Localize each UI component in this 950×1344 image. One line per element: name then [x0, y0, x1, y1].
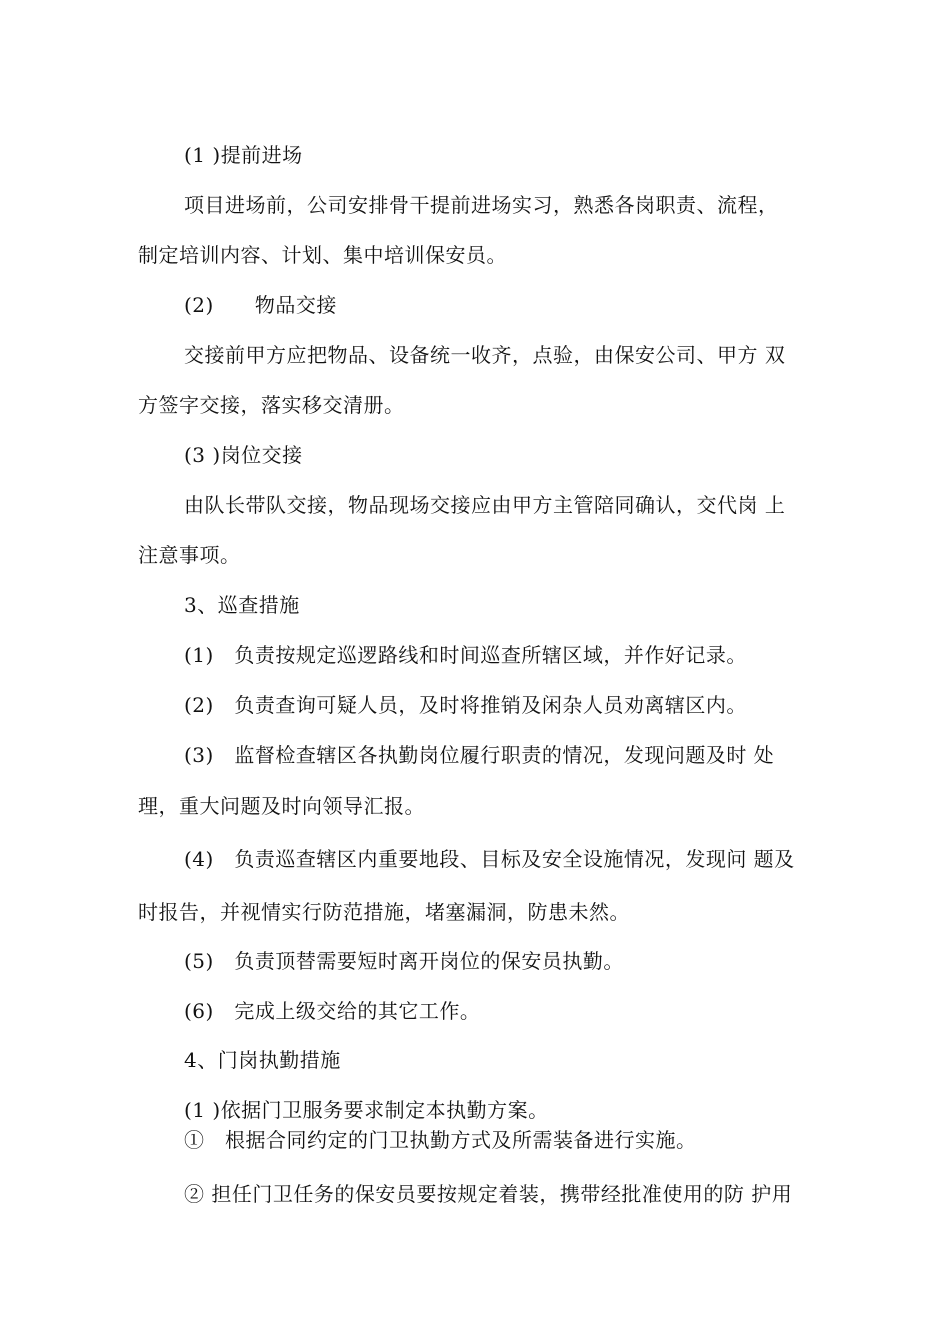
section-heading-gate-duty: 4、门岗执勤措施 — [184, 1048, 341, 1072]
list-item: (1 )依据门卫服务要求制定本执勤方案。 — [184, 1098, 549, 1122]
paragraph-line: 交接前甲方应把物品、设备统一收齐，点验，由保安公司、甲方 双 — [184, 343, 786, 367]
heading-item-handover: (2) 物品交接 — [184, 293, 337, 317]
paragraph-line: 注意事项。 — [138, 543, 241, 567]
section-heading-patrol: 3、巡查措施 — [184, 593, 300, 617]
list-item: ① 根据合同约定的门卫执勤方式及所需装备进行实施。 — [184, 1128, 697, 1152]
paragraph-line: 时报告，并视情实行防范措施，堵塞漏洞，防患未然。 — [138, 900, 630, 924]
paragraph-line: 制定培训内容、计划、集中培训保安员。 — [138, 243, 507, 267]
paragraph-line: 由队长带队交接，物品现场交接应由甲方主管陪同确认，交代岗 上 — [184, 493, 786, 517]
list-item: ② 担任门卫任务的保安员要按规定着装，携带经批准使用的防 护用 — [184, 1182, 793, 1206]
list-item: (6) 完成上级交给的其它工作。 — [184, 999, 481, 1023]
heading-post-handover: (3 )岗位交接 — [184, 443, 303, 467]
paragraph-line: 项目进场前，公司安排骨干提前进场实习，熟悉各岗职责、流程， — [184, 193, 779, 217]
heading-advance-entry: (1 )提前进场 — [184, 143, 303, 167]
list-item: (4) 负责巡查辖区内重要地段、目标及安全设施情况，发现问 题及 — [184, 847, 795, 871]
list-item: (5) 负责顶替需要短时离开岗位的保安员执勤。 — [184, 949, 624, 973]
list-item: (3) 监督检查辖区各执勤岗位履行职责的情况，发现问题及时 处 — [184, 743, 775, 767]
paragraph-line: 理，重大问题及时向领导汇报。 — [138, 794, 425, 818]
list-item: (1) 负责按规定巡逻路线和时间巡查所辖区域，并作好记录。 — [184, 643, 747, 667]
paragraph-line: 方签字交接，落实移交清册。 — [138, 393, 405, 417]
list-item: (2) 负责查询可疑人员，及时将推销及闲杂人员劝离辖区内。 — [184, 693, 747, 717]
